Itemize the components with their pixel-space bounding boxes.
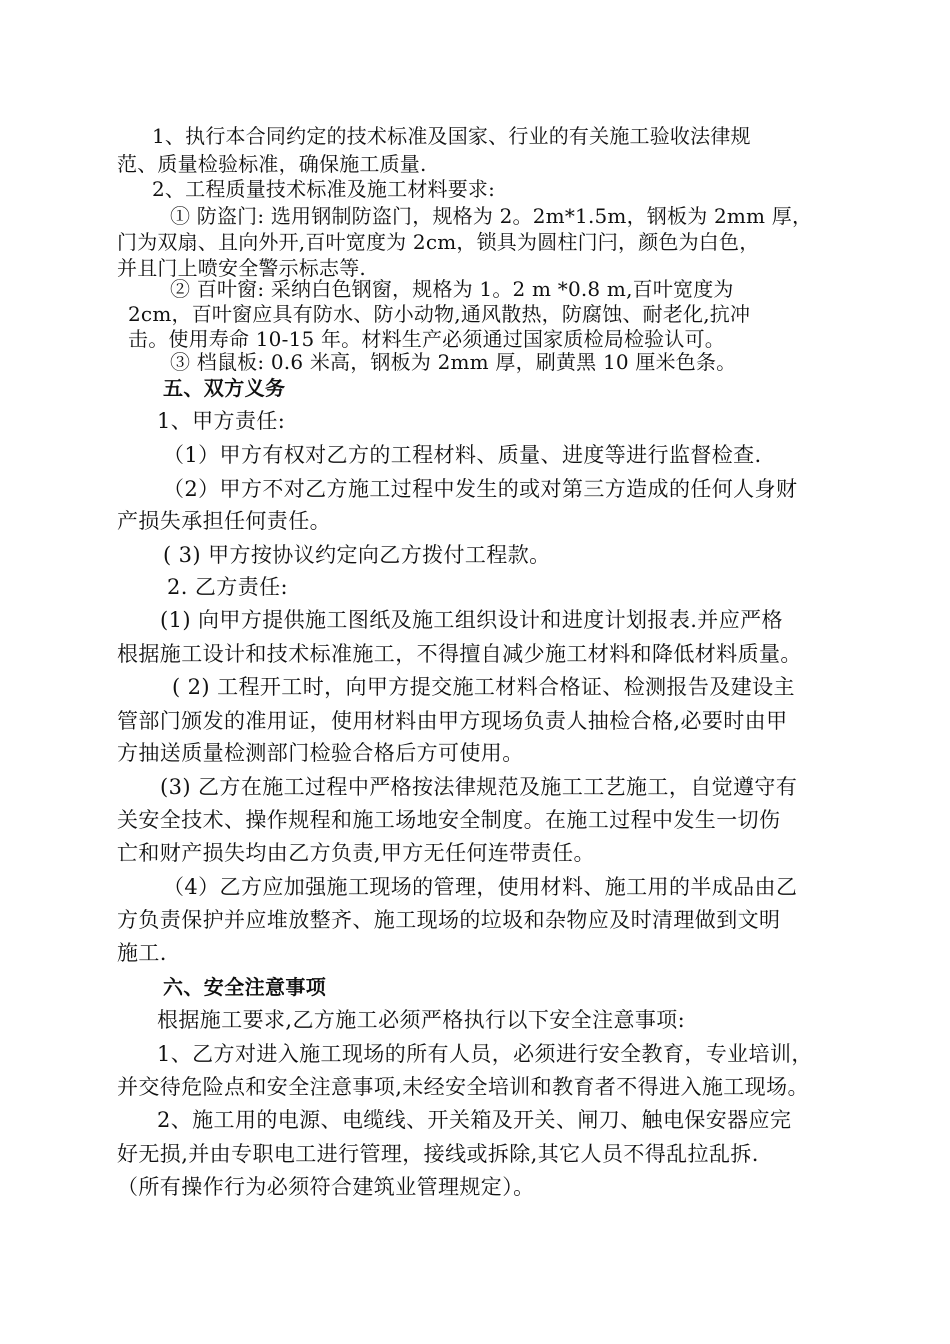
paragraph-line: (3) 乙方在施工过程中严格按法律规范及施工工艺施工，自觉遵守有: [160, 775, 798, 799]
paragraph-line: 根据施工要求,乙方施工必须严格执行以下安全注意事项:: [157, 1008, 686, 1032]
paragraph-line: 1、甲方责任:: [157, 409, 286, 433]
paragraph-line: ( 3) 甲方按协议约定向乙方拨付工程款。: [163, 543, 551, 567]
paragraph-line: 2cm，百叶窗应具有防水、防小动物,通风散热，防腐蚀、耐老化,抗冲: [128, 302, 751, 326]
paragraph-line: 并交待危险点和安全注意事项,未经安全培训和教育者不得进入施工现场。: [117, 1075, 809, 1099]
paragraph-line: 范、质量检验标准，确保施工质量.: [117, 152, 427, 176]
paragraph-line: 2. 乙方责任:: [167, 575, 288, 599]
paragraph-line: 方抽送质量检测部门检验合格后方可使用。: [117, 741, 524, 765]
paragraph-line: 2、工程质量技术标准及施工材料要求:: [152, 177, 496, 201]
paragraph-line: （1）甲方有权对乙方的工程材料、质量、进度等进行监督检查.: [163, 443, 762, 467]
paragraph-line: 击。使用寿命 10-15 年。材料生产必须通过国家质检局检验认可。: [128, 327, 725, 351]
paragraph-line: ② 百叶窗: 采纳白色钢窗，规格为 1。2 m *0.8 m,百叶宽度为: [170, 277, 734, 301]
paragraph-line: 2、施工用的电源、电缆线、开关箱及开关、闸刀、触电保安器应完: [157, 1108, 792, 1132]
paragraph-line: 管部门颁发的准用证，使用材料由甲方现场负责人抽检合格,必要时由甲: [117, 709, 788, 733]
paragraph-line: 亡和财产损失均由乙方负责,甲方无任何连带责任。: [117, 841, 595, 865]
paragraph-line: （所有操作行为必须符合建筑业管理规定）。: [117, 1175, 535, 1199]
paragraph-line: （2）甲方不对乙方施工过程中发生的或对第三方造成的任何人身财: [163, 477, 798, 501]
paragraph-line: 1、乙方对进入施工现场的所有人员，必须进行安全教育，专业培训，: [157, 1042, 813, 1066]
paragraph-line: ( 2) 工程开工时，向甲方提交施工材料合格证、检测报告及建设主: [172, 675, 795, 699]
paragraph-line: ① 防盗门: 选用钢制防盗门，规格为 2。2m*1.5m，钢板为 2mm 厚，: [170, 204, 813, 228]
paragraph-line: 1、执行本合同约定的技术标准及国家、行业的有关施工验收法律规: [152, 124, 751, 148]
paragraph-line: 门为双扇、且向外开,百叶宽度为 2cm，锁具为圆柱门闩，颜色为白色，: [117, 230, 760, 254]
paragraph-line: (1) 向甲方提供施工图纸及施工组织设计和进度计划报表.并应严格: [160, 608, 783, 632]
paragraph-line: （4）乙方应加强施工现场的管理，使用材料、施工用的半成品由乙: [163, 875, 798, 899]
paragraph-line: 施工.: [117, 941, 167, 965]
section-heading: 五、双方义务: [163, 376, 286, 400]
paragraph-line: ③ 档鼠板: 0.6 米高，钢板为 2mm 厚，刷黄黑 10 厘米色条。: [170, 350, 737, 374]
section-heading: 六、安全注意事项: [163, 975, 327, 999]
paragraph-line: 关安全技术、操作规程和施工场地安全制度。在施工过程中发生一切伤: [117, 808, 781, 832]
paragraph-line: 方负责保护并应堆放整齐、施工现场的垃圾和杂物应及时清理做到文明: [117, 908, 781, 932]
paragraph-line: 产损失承担任何责任。: [117, 509, 331, 533]
paragraph-line: 根据施工设计和技术标准施工，不得擅自减少施工材料和降低材料质量。: [117, 642, 802, 666]
paragraph-line: 并且门上喷安全警示标志等.: [117, 256, 366, 280]
paragraph-line: 好无损,并由专职电工进行管理，接线或拆除,其它人员不得乱拉乱拆.: [117, 1142, 759, 1166]
